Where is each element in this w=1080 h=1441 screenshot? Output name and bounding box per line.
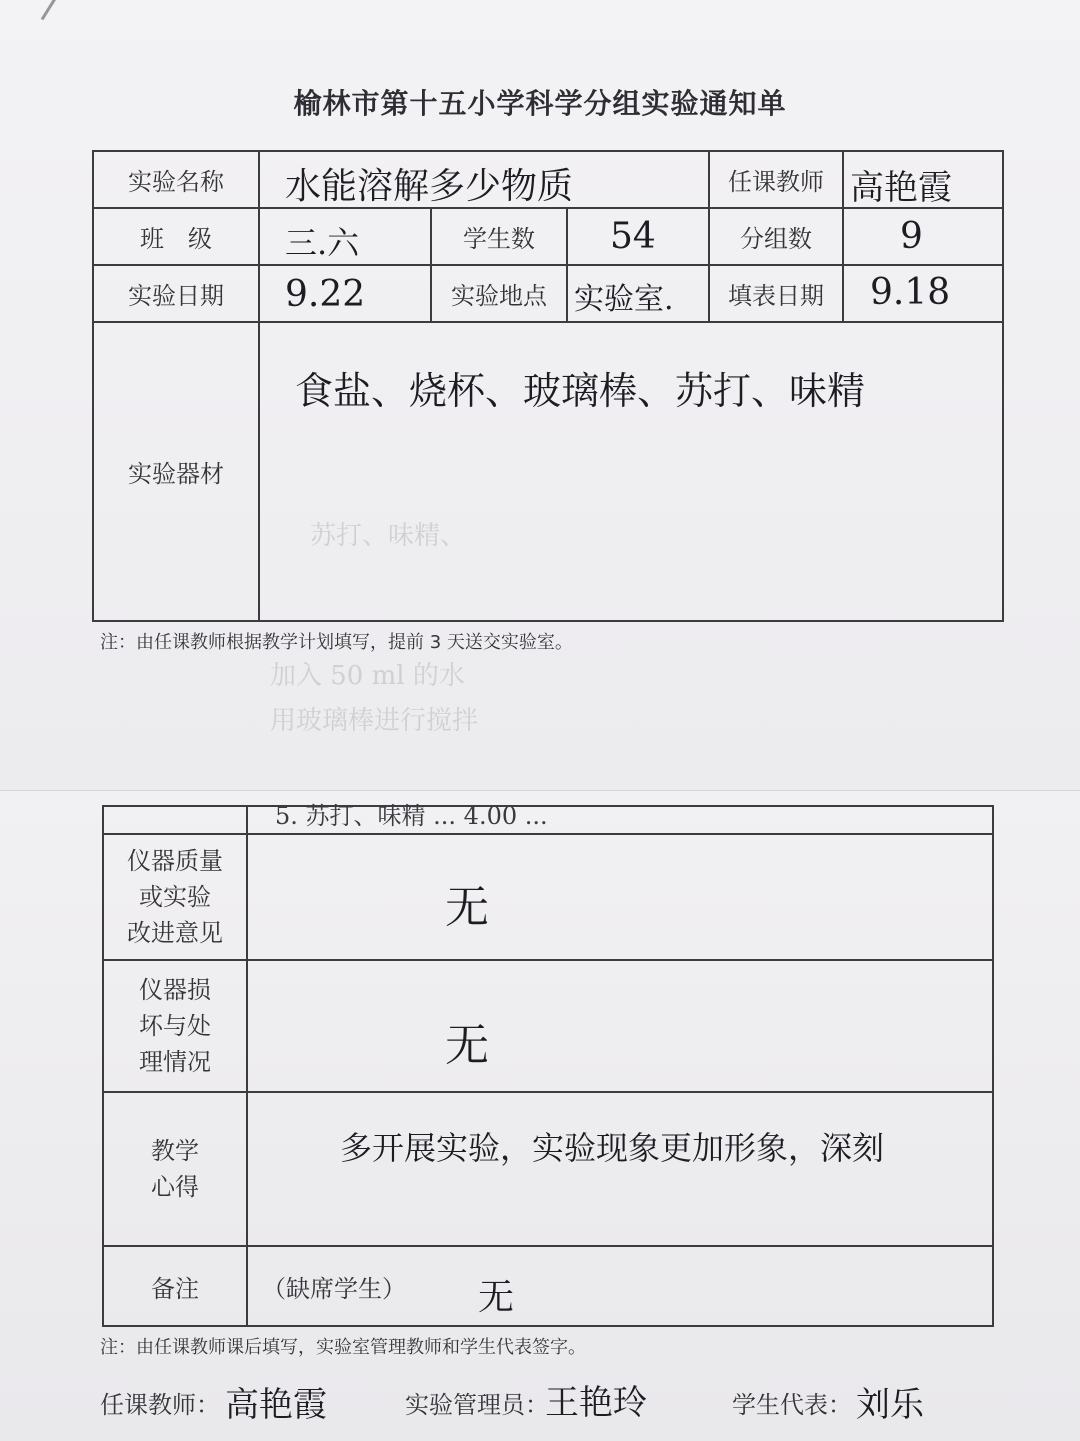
bottom-note: 注：由任课教师课后填写，实验室管理教师和学生代表签字。	[100, 1337, 586, 1358]
table-row-divider	[102, 959, 994, 961]
teacher-signature-label: 任课教师：	[100, 1391, 220, 1419]
table-col-divider	[246, 805, 248, 1327]
cut-off-handwriting: 5. 苏打、味精 ... 4.00 ...	[275, 802, 548, 830]
damage-value: 无	[445, 1020, 489, 1071]
admin-signature-label: 实验管理员：	[405, 1391, 549, 1419]
insights-label	[104, 1095, 246, 1243]
experiment-date-value: 9.22	[285, 274, 366, 315]
teacher-signature: 高艳霞	[225, 1385, 327, 1425]
table-col-divider	[566, 207, 568, 321]
top-note: 注：由任课教师根据教学计划填写，提前 3 天送交实验室。	[100, 632, 573, 653]
location-value: 实验室.	[574, 282, 674, 317]
student-signature: 刘乐	[856, 1385, 924, 1425]
students-label: 学生数	[463, 225, 535, 253]
lower-record-sheet	[0, 790, 1080, 1441]
remarks-label: 备注	[151, 1274, 199, 1303]
damage-label	[104, 963, 246, 1089]
quality-label-line: 仪器质量	[127, 847, 223, 875]
bleed-through-text: 苏打、味精、	[310, 521, 467, 551]
materials-value: 食盐、烧杯、玻璃棒、苏打、味精	[295, 369, 866, 413]
teacher-value: 高艳霞	[850, 168, 952, 208]
insights-label-line: 教学	[151, 1137, 199, 1165]
fill-date-value: 9.18	[870, 272, 951, 313]
students-value: 54	[610, 216, 656, 257]
absent-students-label: （缺席学生）	[262, 1275, 406, 1303]
fill-date-label: 填表日期	[728, 282, 824, 310]
table-row-divider	[102, 833, 994, 835]
admin-signature: 王艳玲	[545, 1383, 647, 1423]
table-col-divider	[842, 150, 844, 321]
quality-label	[104, 837, 246, 957]
student-signature-label: 学生代表：	[732, 1391, 852, 1419]
bleed-through-text: 用玻璃棒进行搅拌	[270, 706, 479, 736]
pen-mark	[41, 0, 69, 20]
damage-label-line: 仪器损	[139, 976, 211, 1004]
teacher-label: 任课教师	[728, 168, 824, 196]
class-value: 三.六	[285, 224, 360, 262]
groups-value: 9	[900, 216, 923, 257]
absent-students-value: 无	[478, 1277, 515, 1318]
bleed-through-text: 加入 50 ml 的水	[270, 661, 465, 691]
quality-label-line: 改进意见	[127, 919, 223, 947]
insights-value: 多开展实验，实验现象更加形象，深刻	[340, 1129, 885, 1167]
groups-label: 分组数	[740, 225, 812, 253]
location-label: 实验地点	[451, 282, 547, 310]
experiment-name-label: 实验名称	[128, 168, 224, 196]
experiment-name-value: 水能溶解多少物质	[285, 166, 574, 207]
damage-label-line: 理情况	[139, 1048, 211, 1076]
experiment-date-label: 实验日期	[128, 282, 224, 310]
table-col-divider	[258, 150, 260, 622]
materials-label: 实验器材	[128, 460, 224, 488]
quality-label-line: 或实验	[139, 883, 211, 911]
insights-label-line: 心得	[151, 1173, 199, 1201]
table-row-divider	[102, 1091, 994, 1093]
table-row-divider	[102, 1245, 994, 1247]
quality-value: 无	[445, 882, 489, 933]
damage-label-line: 坏与处	[139, 1012, 211, 1040]
class-label: 班 级	[140, 225, 212, 253]
form-title: 榆林市第十五小学科学分组实验通知单	[293, 87, 787, 120]
